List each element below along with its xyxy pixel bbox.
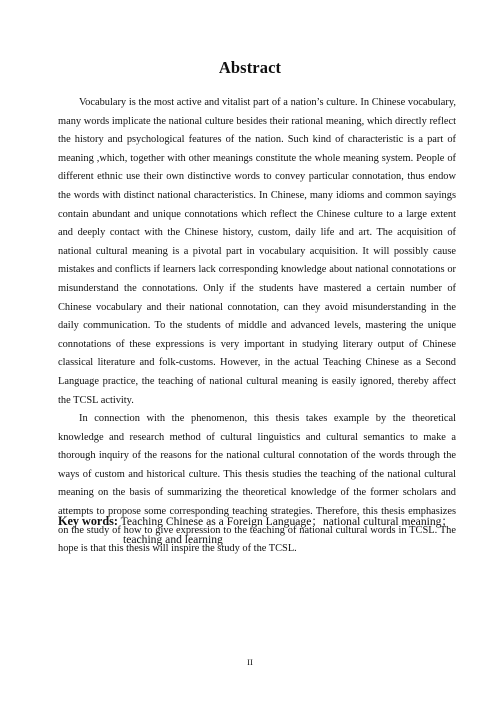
abstract-paragraph-1: Vocabulary is the most active and vitalist part of a nation’s culture. In Chinese vocabulary, many words implicate the national culture besides their rational meaning, which directly reflect the history and psychological features of the nation. Such kind of characteristic is a part of meaning ,which, together with other meanings constitute the whole meaning system. People of different ethnic use their own distinctive words to convey particular connotation, thus endow the words with distinct national characteristics. In Chinese, many idioms and common sayings contain abundant and unique connotations which reflect the Chinese culture to a large extent and deeply contact with the Chinese history, custom, daily life and art. The acquisition of national cultural meaning is a pivotal part in vocabulary acquisition. It will possibly cause mistakes and conflicts if learners lack corresponding knowledge about national connotations or misunderstand the connotations. Only if the students have mastered a certain number of Chinese vocabulary and their national connotation, can they avoid misunderstanding in the daily communication. To the students of middle and advanced levels, mastering the unique connotations of these expressions is very important in studying literary output of Chinese classical literature and folk-customs. However, in the actual Teaching Chinese as a Second Language practice, the teaching of national cultural meaning is easily ignored, thereby affect the TCSL activity. [58, 97, 456, 406]
abstract-body [58, 94, 456, 559]
keywords-label: Key words: [58, 514, 118, 528]
abstract-title: Abstract [218, 58, 282, 77]
keywords-line-1 [58, 512, 478, 531]
keywords-text-1: Teaching Chinese as a Foreign Language；national cultural meaning； [120, 515, 454, 528]
keywords-line-2: teaching and learning [123, 533, 223, 546]
abstract-paragraph-2: In connection with the phenomenon, this thesis takes example by the theoretical knowledge and research method of cultural linguistics and cultural semantics to make a thorough inquiry of the reasons for the national cultural connotation of the words through the ways of custom and historical culture. This thesis studies the teaching of the national cultural meaning on the basis of summarizing the theoretical knowledge of the former scholars and attempts to propose some corresponding teaching strategies. Therefore, this thesis emphasizes on the study of how to give expression to the teaching of national cultural words in TCSL. The hope is that this thesis will inspire the study of the TCSL. [58, 413, 456, 555]
keywords-section [58, 512, 478, 549]
page-number: II [247, 657, 253, 667]
